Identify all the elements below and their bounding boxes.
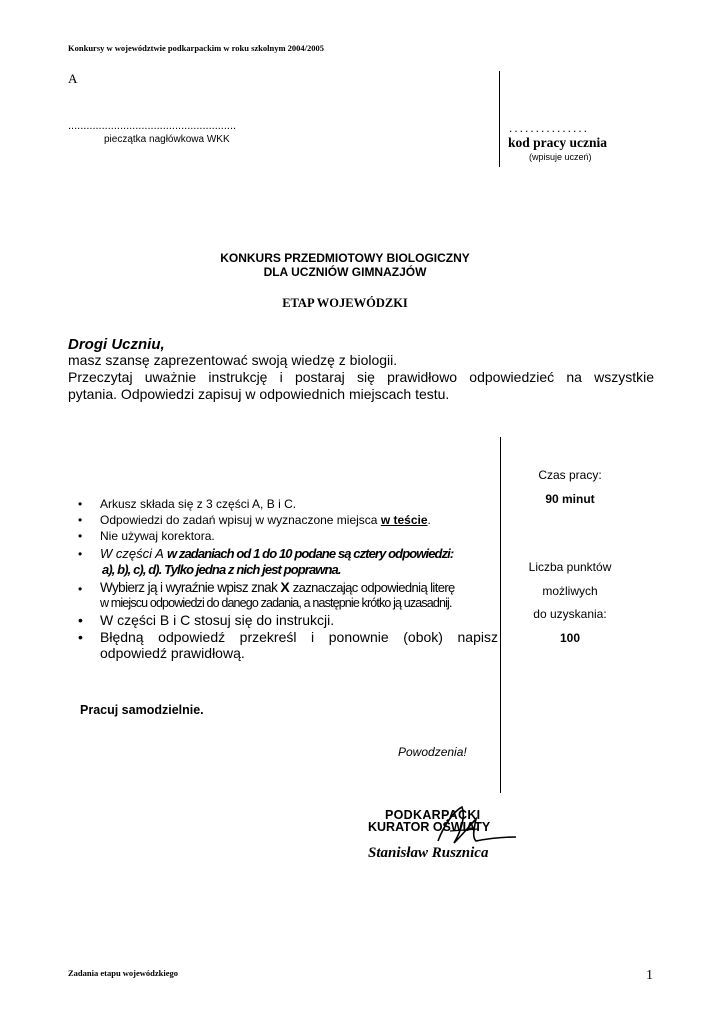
instruction-emphasis: w zadaniach od 1 do 10 podane są cztery odpowiedzi:: [166, 546, 454, 561]
points-label-line-1: Liczba punktów: [528, 560, 612, 574]
instruction-text: Wybierz ją i wyraźnie wpisz znak: [100, 580, 281, 595]
instruction-text: zaznaczając odpowiednią literę: [289, 580, 455, 595]
instruction-item: [78, 546, 498, 578]
instruction-emphasis: X: [280, 579, 290, 595]
student-code-label: kod pracy ucznia: [508, 135, 608, 150]
curator-seal: [360, 803, 520, 871]
stamp-caption: pieczątka nagłówkowa WKK: [104, 134, 230, 145]
contest-title: KONKURS PRZEDMIOTOWY BIOLOGICZNY: [220, 251, 470, 265]
instruction-item: [78, 629, 498, 661]
seal-line-2: KURATOR OŚWIATY: [368, 820, 491, 834]
footer-label: Zadania etapu wojewódzkiego: [68, 968, 179, 978]
instruction-text: W części B i C stosuj się do instrukcji.: [100, 612, 335, 628]
bullet-icon: •: [78, 547, 83, 561]
intro-line-1: masz szansę zaprezentować swoją wiedzę z biologii.: [68, 352, 398, 368]
time-label: Czas pracy:: [538, 468, 602, 482]
instructions-divider-line: [500, 437, 501, 793]
time-value: 90 minut: [545, 492, 595, 506]
contest-stage: ETAP WOJEWÓDZKI: [282, 296, 408, 310]
bullet-icon: •: [78, 582, 83, 596]
bullet-icon: •: [78, 529, 83, 543]
intro-line-2: Przeczytaj uważnie instrukcję i postaraj się prawidłowo odpowiedzieć na wszystkie: [68, 369, 654, 385]
instruction-emphasis: a), b), c), d). Tylko jedna z nich jest poprawna.: [102, 562, 341, 577]
stamp-dotted-line: .......................................................: [68, 120, 237, 132]
instruction-item: [78, 529, 498, 544]
good-luck-note: Powodzenia!: [398, 745, 467, 759]
instruction-text: Błędną odpowiedź przekreśl i ponownie (obok) napisz: [100, 629, 498, 645]
instruction-item: [78, 497, 498, 512]
instruction-text: .: [427, 513, 431, 527]
student-code-note: (wpisuje uczeń): [529, 152, 592, 162]
instruction-text: W części A: [100, 546, 167, 561]
bullet-icon: •: [78, 629, 83, 645]
running-header: Konkursy w województwie podkarpackim w roku szkolnym 2004/2005: [68, 43, 325, 53]
greeting: Drogi Uczniu,: [68, 336, 165, 353]
bullet-icon: •: [78, 497, 83, 511]
seal-signature-name: Stanisław Rusznica: [368, 845, 489, 861]
header-divider-line: [499, 71, 500, 167]
variant-letter: A: [68, 71, 78, 86]
instruction-text: Odpowiedzi do zadań wpisuj w wyznaczone miejsca: [100, 513, 381, 527]
points-label-line-2: możliwych: [542, 584, 598, 598]
instruction-item: [78, 513, 498, 528]
instruction-text: Nie używaj korektora.: [100, 529, 215, 543]
instruction-emphasis: w teście: [380, 513, 428, 527]
seal-line-1: PODKARPACKI: [385, 808, 481, 822]
instruction-item: [78, 580, 498, 611]
code-dotted-line: ...............: [509, 121, 590, 135]
points-label-line-3: do uzyskania:: [533, 607, 607, 621]
bullet-icon: •: [78, 612, 83, 628]
instruction-text: w miejscu odpowiedzi do danego zadania, a następnie krótko ją uzasadnij.: [100, 596, 452, 610]
instruction-text: odpowiedź prawidłową.: [100, 645, 245, 661]
points-value: 100: [559, 631, 581, 645]
bullet-icon: •: [78, 513, 83, 527]
instructions-list: [78, 497, 498, 661]
page-number: 1: [646, 968, 653, 983]
intro-line-3: pytania. Odpowiedzi zapisuj w odpowiednich miejscach testu.: [68, 386, 450, 402]
instruction-text: Arkusz składa się z 3 części A, B i C.: [100, 497, 297, 511]
instruction-item: [78, 612, 498, 628]
work-alone-note: Pracuj samodzielnie.: [80, 703, 204, 717]
contest-subtitle: DLA UCZNIÓW GIMNAZJÓW: [263, 265, 427, 279]
